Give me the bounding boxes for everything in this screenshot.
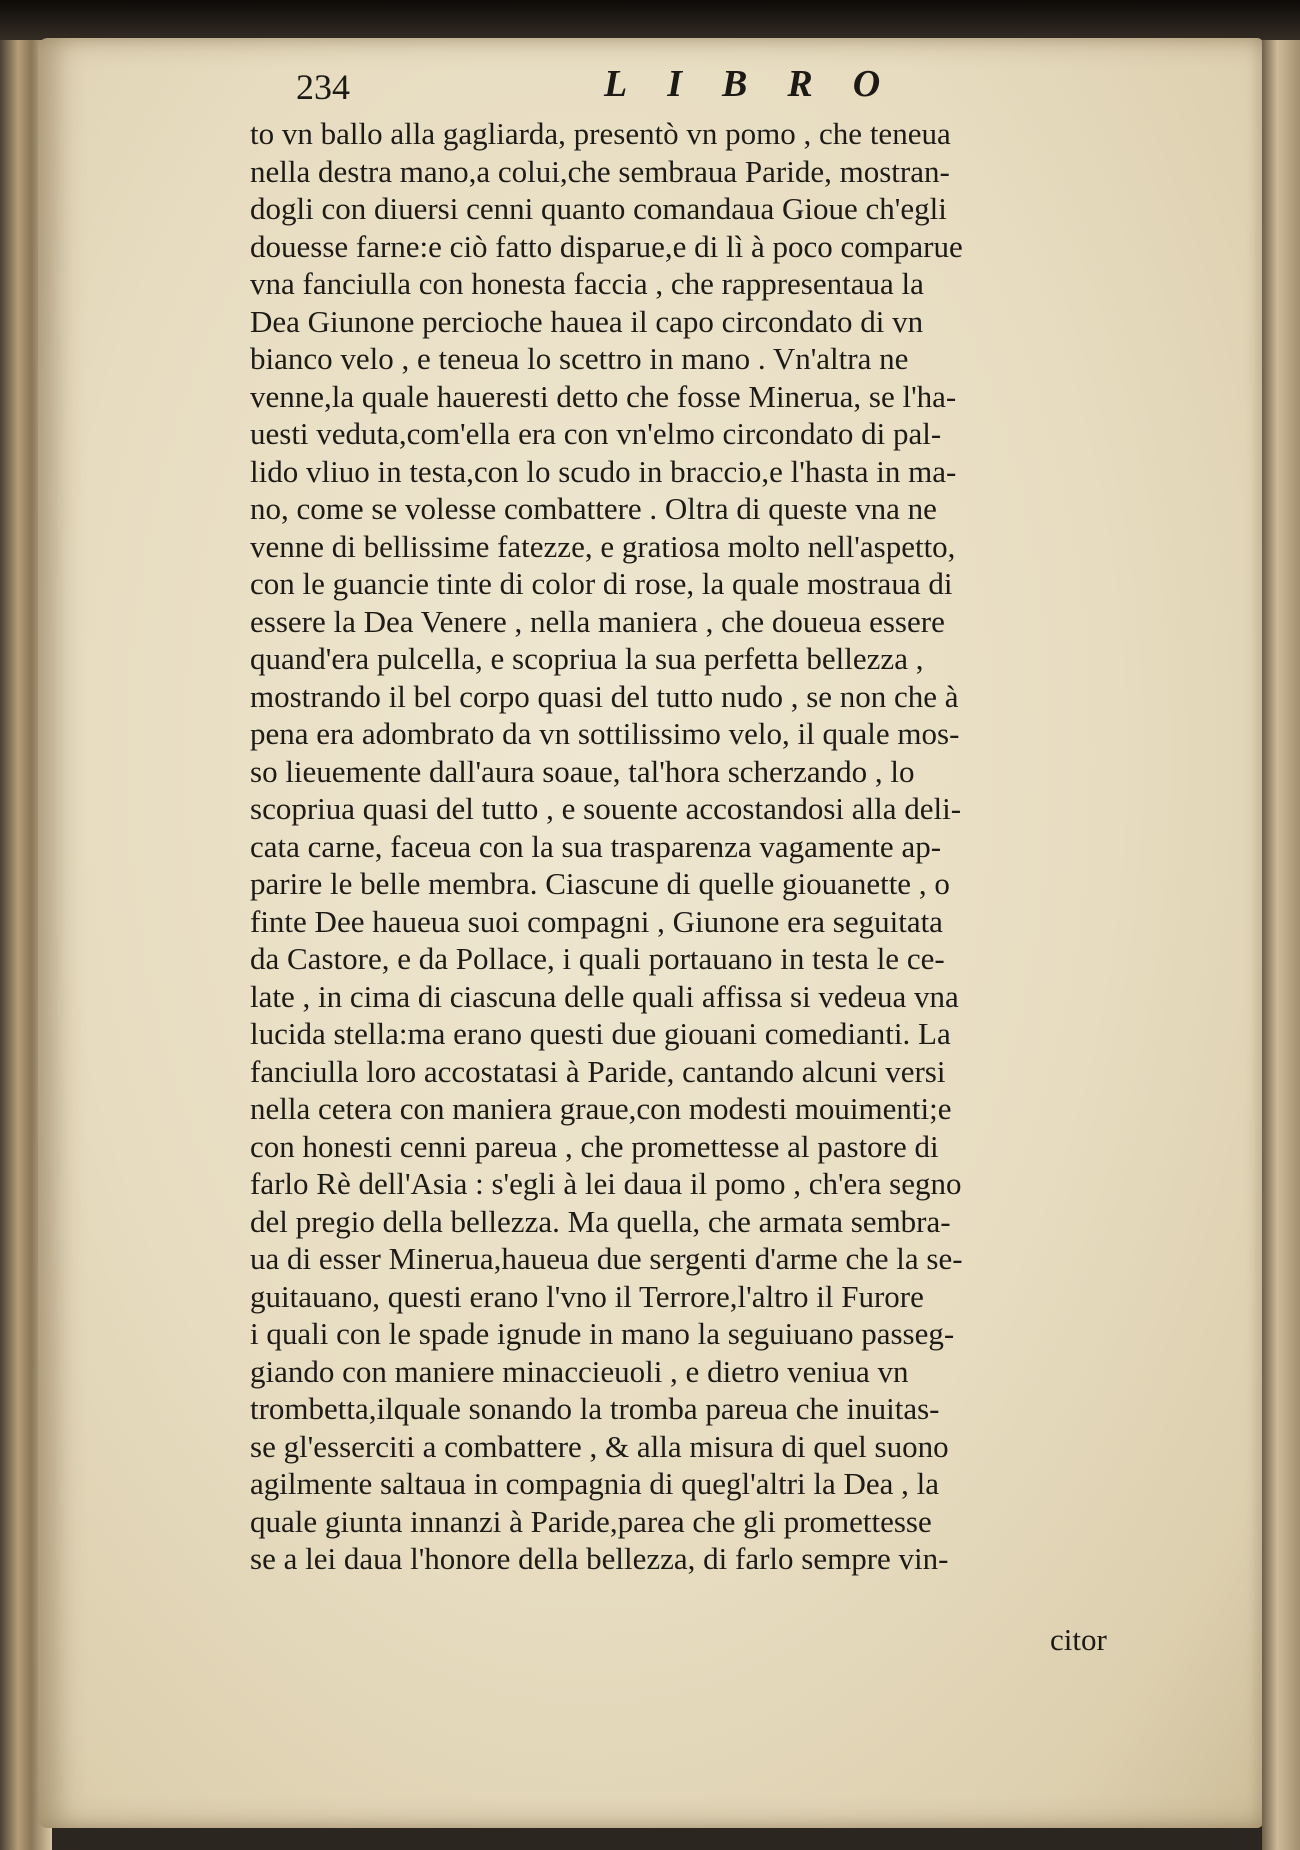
text-line: douesse farne:e ciò fatto disparue,e di lì à poco comparue	[250, 228, 963, 264]
text-line: i quali con le spade ignude in mano la seguiuano passeg-	[250, 1316, 955, 1351]
text-line: lucida stella:ma erano questi due giouani comedianti. La	[250, 1016, 951, 1051]
running-head: LIBRO	[604, 63, 921, 105]
text-line: farlo Rè dell'Asia : s'egli à lei daua il pomo , ch'era segno	[250, 1166, 962, 1201]
text-line: so lieuemente dall'aura soaue, tal'hora scherzando , lo	[250, 753, 915, 789]
text-line: ua di esser Minerua,haueua due sergenti d'arme che la se-	[250, 1241, 963, 1276]
page-number: 234	[296, 67, 350, 107]
text-line: agilmente saltaua in compagnia di quegl'altri la Dea , la	[250, 1466, 940, 1501]
text-line: nella destra mano,a colui,che sembraua Paride, mostran-	[250, 153, 950, 189]
text-line: mostrando il bel corpo quasi del tutto nudo , se non che à	[250, 678, 959, 714]
text-line: to vn ballo alla gagliarda, presentò vn pomo , che teneua	[250, 116, 951, 151]
text-line: se a lei daua l'honore della bellezza, di farlo sempre vin-	[250, 1541, 949, 1576]
text-line: late , in cima di ciascuna delle quali affissa si vedeua vna	[250, 978, 959, 1014]
text-line: se gl'esserciti a combattere , & alla misura di quel suono	[250, 1428, 949, 1464]
text-line: uesti veduta,com'ella era con vn'elmo circondato di pal-	[250, 416, 942, 451]
text-line: guitauano, questi erano l'vno il Terrore,l'altro il Furore	[250, 1278, 924, 1314]
text-line: nella cetera con maniera graue,con modesti mouimenti;e	[250, 1091, 952, 1126]
text-line: fanciulla loro accostatasi à Paride, cantando alcuni versi	[250, 1053, 946, 1089]
page-header	[296, 62, 996, 112]
facing-page-edge	[1262, 40, 1300, 1850]
text-line: da Castore, e da Pollace, i quali portauano in testa le ce-	[250, 941, 945, 976]
text-line: giando con maniere minaccieuoli , e dietro veniua vn	[250, 1353, 909, 1389]
text-line: bianco velo , e teneua lo scettro in mano . Vn'altra ne	[250, 341, 909, 376]
text-line: dogli con diuersi cenni quanto comandaua Gioue ch'egli	[250, 191, 947, 226]
text-line: scopriua quasi del tutto , e souente accostandosi alla deli-	[250, 791, 962, 826]
text-line: essere la Dea Venere , nella maniera , che doueua essere	[250, 603, 945, 639]
text-line: trombetta,ilquale sonando la tromba pareua che inuitas-	[250, 1391, 940, 1426]
catchword: citor	[1050, 1622, 1107, 1657]
text-line: cata carne, faceua con la sua trasparenza vagamente ap-	[250, 828, 942, 864]
text-line: del pregio della bellezza. Ma quella, che armata sembra-	[250, 1203, 951, 1239]
text-line: pena era adombrato da vn sottilissimo velo, il quale mos-	[250, 716, 960, 751]
text-line: parire le belle membra. Ciascune di quelle giouanette , o	[250, 866, 950, 901]
text-line: venne,la quale haueresti detto che fosse Minerua, se l'ha-	[250, 378, 957, 414]
text-line: quale giunta innanzi à Paride,parea che gli promettesse	[250, 1503, 932, 1539]
text-line: venne di bellissime fatezze, e gratiosa molto nell'aspetto,	[250, 528, 956, 564]
text-line: quand'era pulcella, e scopriua la sua perfetta bellezza ,	[250, 641, 924, 676]
text-line: lido vliuo in testa,con lo scudo in braccio,e l'hasta in ma-	[250, 453, 957, 489]
text-line: Dea Giunone percioche hauea il capo circondato di vn	[250, 303, 924, 339]
body-text	[250, 115, 1210, 1578]
text-line: vna fanciulla con honesta faccia , che rappresentaua la	[250, 266, 924, 301]
text-line: no, come se volesse combattere . Oltra di queste vna ne	[250, 491, 937, 526]
text-line: finte Dee haueua suoi compagni , Giunone era seguitata	[250, 903, 943, 939]
text-line: con le guancie tinte di color di rose, la quale mostraua di	[250, 566, 953, 601]
text-line: con honesti cenni pareua , che promettesse al pastore di	[250, 1128, 939, 1164]
